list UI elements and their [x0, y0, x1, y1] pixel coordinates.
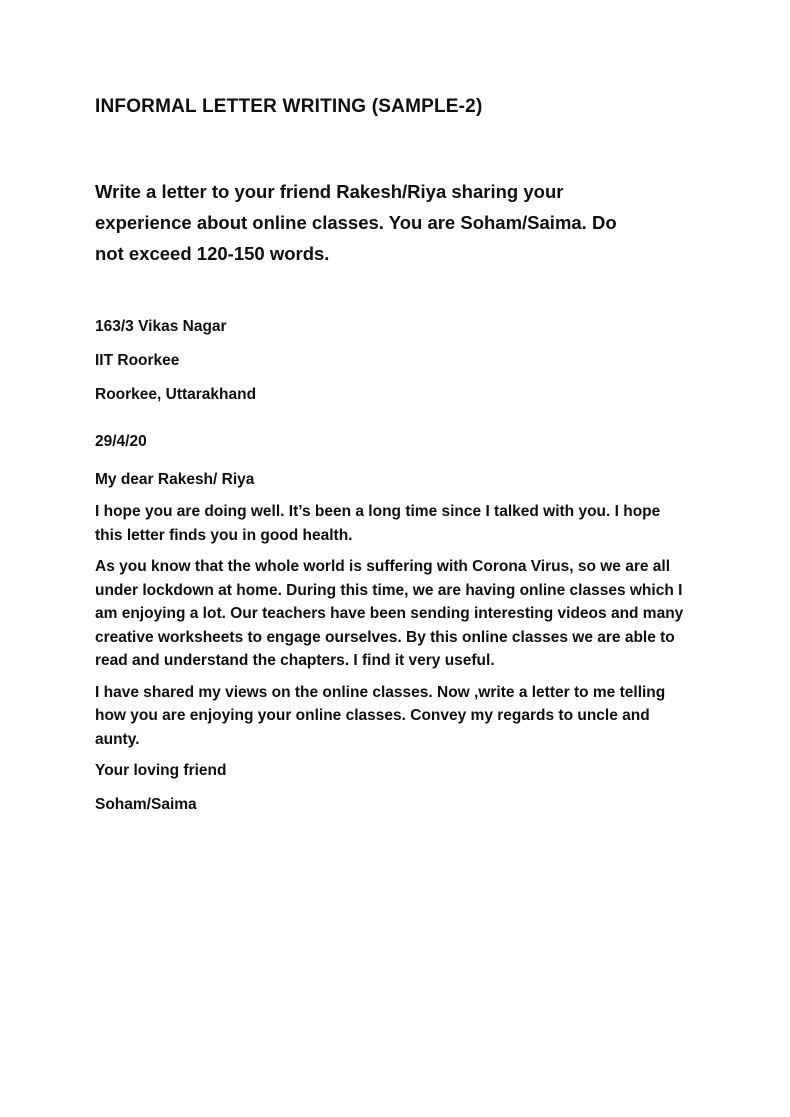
closing-line: Your loving friend	[95, 762, 227, 779]
document-content	[95, 95, 730, 816]
address-line: 163/3 Vikas Nagar	[95, 318, 227, 335]
letter-date: 29/4/20	[95, 433, 147, 450]
salutation: My dear Rakesh/ Riya	[95, 471, 255, 488]
sender-address	[95, 315, 730, 406]
address-line: Roorkee, Uttarakhand	[95, 386, 257, 403]
address-line: IIT Roorkee	[95, 352, 180, 369]
question-prompt: Write a letter to your friend Rakesh/Riya sharing your experience about online classes. You are Soham/Saima. Do not exceed 120-150 words.	[95, 181, 617, 264]
body-paragraph-1: I hope you are doing well. It’s been a long time since I talked with you. I hope this letter finds you in good health.	[95, 503, 661, 544]
body-paragraph-2: As you know that the whole world is suffering with Corona Virus, so we are all under lockdown at home. During this time, we are having online classes which I am enjoying a lot. Our teachers have been sending interesting videos and many creative worksheets to engage ourselves. By this online classes we are able to read and understand the chapters. I find it very useful.	[95, 558, 684, 669]
signature-name: Soham/Saima	[95, 796, 197, 813]
document-title: INFORMAL LETTER WRITING (SAMPLE-2)	[95, 96, 483, 117]
body-paragraph-3: I have shared my views on the online classes. Now ,write a letter to me telling how you are enjoying your online classes. Convey my regards to uncle and aunty.	[95, 683, 666, 748]
